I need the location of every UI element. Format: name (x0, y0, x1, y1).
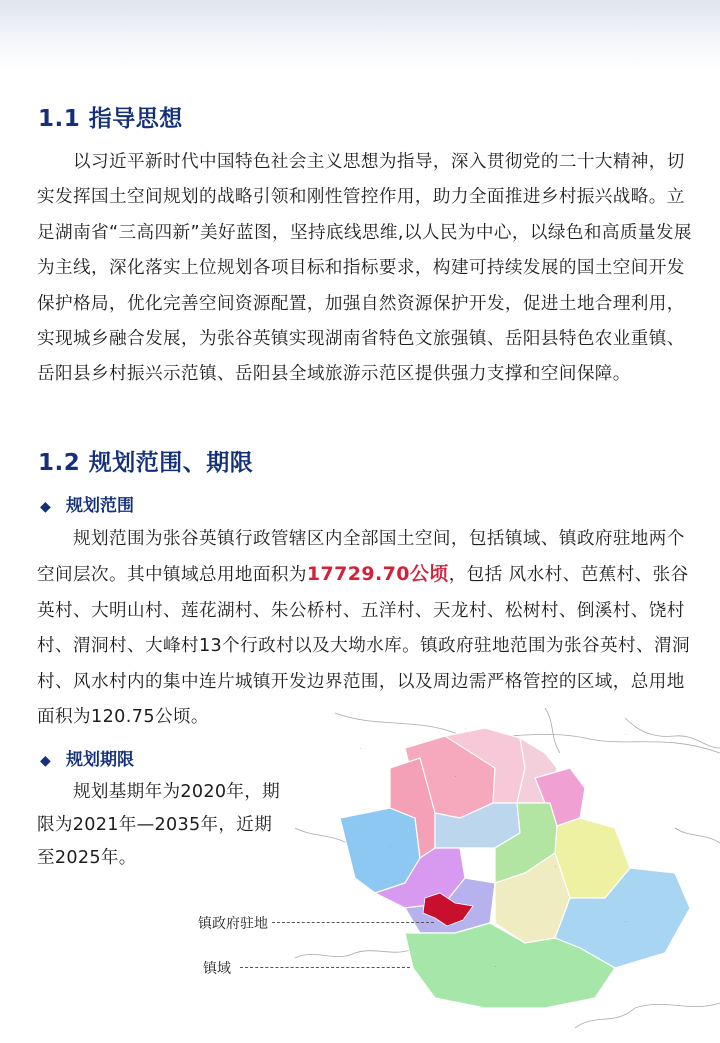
section-title-1-2: 1.2 规划范围、期限 (38, 450, 254, 476)
subheading-period-label: 规划期限 (66, 750, 134, 770)
guiding-ideology-text: 以习近平新时代中国特色社会主义思想为指导，深入贯彻党的二十大精神，切实发挥国土空间规划的战略引领和刚性管控作用，助力全面推进乡村振兴战略。立足湖南省“三高四新”美好蓝图，坚持底线思维,以人民为中心，以绿色和高质量发展为主线，深化落实上位规划各项目标和指标要求，构建可持续发展的国土空间开发保护格局，优化完善空间资源配置，加强自然资源保护开发，促进土地合理利用，实现城乡融合发展，为张谷英镇实现湖南省特色文旅强镇、岳阳县特色农业重镇、岳阳县乡村振兴示范镇、岳阳县全域旅游示范区提供强力支撑和空间保障。 (37, 152, 692, 385)
scope-text-after: ，包括 风水村、芭蕉村、张谷英村、大明山村、莲花湖村、朱公桥村、五洋村、天龙村、松树村、倒溪村、饶村村、渭洞村、大峰村13个行政村以及大坳水库。镇政府驻地范围为张谷英村、渭洞村、风水村内的集中连片城镇开发边界范围，以及周边需严格管控的区域，总用地面积为120.75公顷。 (37, 565, 690, 728)
diamond-bullet-icon: ◆ (40, 753, 51, 769)
diamond-bullet-icon: ◆ (40, 499, 51, 515)
svg-text:·: · (360, 746, 362, 752)
subheading-period (40, 745, 134, 770)
section-title-1-1: 1.1 指导思想 (38, 106, 183, 132)
subheading-scope (40, 491, 134, 516)
town-area-label: 镇域 (203, 961, 231, 977)
svg-text:·: · (625, 732, 627, 738)
svg-text:·: · (455, 775, 457, 780)
planning-period-text: 规划基期年为2020年，期限为2021年—2035年，近期至2025年。 (37, 782, 281, 868)
scope-area-highlight: 17729.70公顷 (306, 563, 449, 586)
town-seat-leader-line (272, 922, 434, 923)
scope-text-before: 规划范围为张谷英镇行政管辖区内全部国土空间，包括镇域、镇政府驻地两个空间层次。其中镇域总用地面积为 (37, 529, 685, 586)
planning-period-paragraph (37, 776, 287, 875)
town-seat-label: 镇政府驻地 (198, 916, 268, 932)
town-area-leader-line (240, 967, 410, 968)
town-map (295, 708, 720, 1039)
guiding-ideology-paragraph (37, 145, 693, 393)
svg-text:·: · (465, 726, 467, 732)
subheading-scope-label: 规划范围 (66, 496, 134, 516)
town-map-svg (295, 708, 720, 1039)
svg-text:·: · (625, 920, 627, 925)
planning-scope-paragraph (37, 522, 693, 735)
header-band (0, 0, 720, 70)
svg-text:·: · (495, 965, 497, 970)
svg-text:·: · (555, 865, 557, 870)
svg-text:·: · (390, 845, 392, 850)
village-regions (340, 728, 690, 1008)
